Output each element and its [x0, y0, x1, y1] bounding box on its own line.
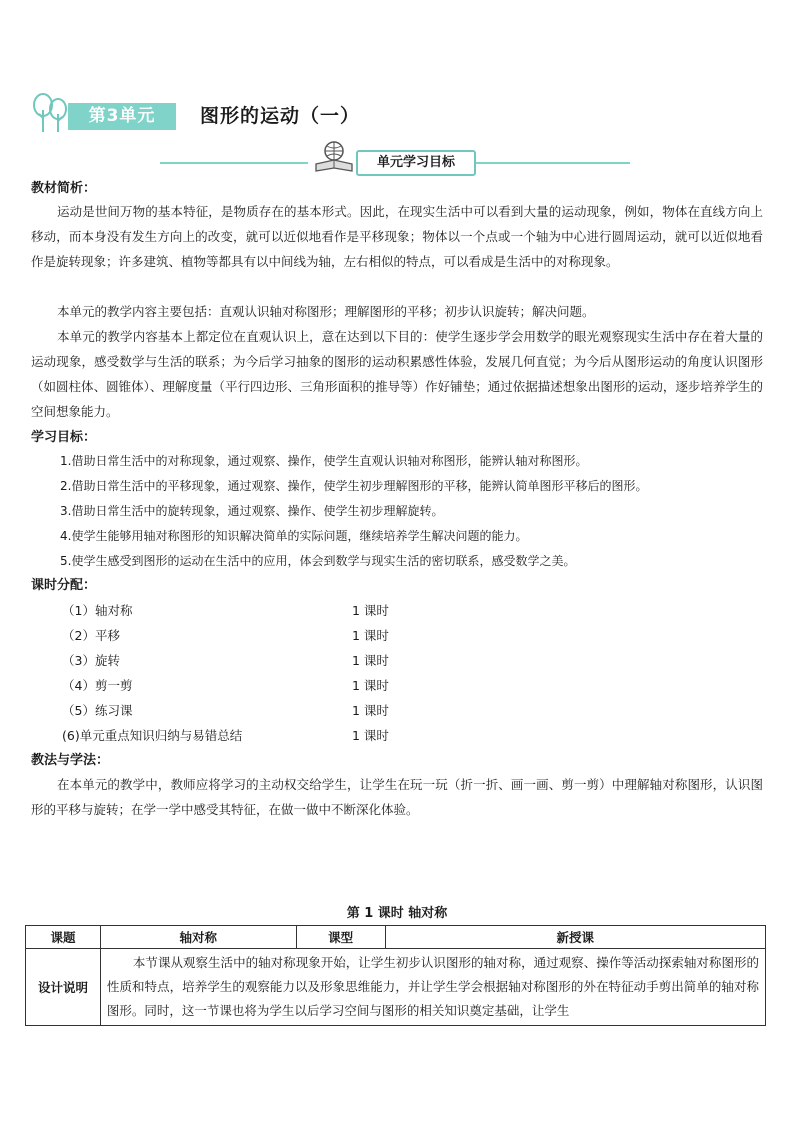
goal-item: 1.借助日常生活中的对称现象，通过观察、操作，使学生直观认识轴对称图形，能辨认轴对称图形。 [60, 454, 588, 468]
divider-left [160, 162, 308, 164]
design-description [100, 949, 765, 1026]
methods-paragraph: 在本单元的教学中，教师应将学习的主动权交给学生，让学生在玩一玩（折一折、画一画、剪一剪）中理解轴对称图形，认识图形的平移与旋转；在学一学中感受其特征，在做一做中不断深化体验。 [31, 777, 763, 817]
type-value: 新授课 [385, 926, 765, 949]
divider-right [470, 162, 630, 164]
design-text: 本节课从观察生活中的轴对称现象开始，让学生初步认识图形的轴对称，通过观察、操作等活动探索轴对称图形的性质和特点，培养学生的观察能力以及形象思维能力，并让学生学会根据轴对称图形的外在特征动手剪出简单的轴对称图形。同时，这一节课也将为学生以后学习空间与图形的相关知识奠定基础，让学生 [106, 955, 759, 1018]
schedule-heading: 课时分配： [31, 578, 97, 593]
schedule-lesson-name: （3）旋转 [62, 653, 120, 668]
schedule-lesson-name: （2）平移 [62, 628, 120, 643]
schedule-lesson-name: (6)单元重点知识归纳与易错总结 [62, 728, 243, 743]
book-globe-icon [312, 140, 356, 174]
schedule-lesson-hours: 1 课时 [352, 628, 389, 643]
unit-badge: 第3单元 [68, 103, 176, 130]
lesson-caption: 第 1 课时 轴对称 [346, 906, 448, 921]
schedule-lesson-name: （4）剪一剪 [62, 678, 133, 693]
analysis-heading: 教材简析： [31, 181, 97, 196]
goal-item: 3.借助日常生活中的旋转现象，通过观察、操作、使学生初步理解旋转。 [60, 504, 444, 518]
schedule-lesson-hours: 1 课时 [352, 653, 389, 668]
tree-icon [30, 92, 70, 134]
topic-value: 轴对称 [100, 926, 296, 949]
design-label: 设计说明 [26, 949, 101, 1026]
schedule-lesson-hours: 1 课时 [352, 678, 389, 693]
unit-title: 图形的运动（一） [200, 105, 361, 127]
analysis-paragraph-2: 本单元的教学内容主要包括：直观认识轴对称图形；理解图形的平移；初步认识旋转；解决问题。 [57, 304, 595, 319]
lesson-table [25, 925, 766, 1026]
objectives-banner: 单元学习目标 [356, 150, 476, 176]
schedule-lesson-name: （1）轴对称 [62, 603, 133, 618]
analysis-paragraph-1: 运动是世间万物的基本特征，是物质存在的基本形式。因此，在现实生活中可以看到大量的运动现象，例如，物体在直线方向上移动，而本身没有发生方向上的改变，就可以近似地看作是平移现象；物体以一个点或一个轴为中心进行圆周运动，就可以近似地看作是旋转现象；许多建筑、植物等都具有以中间线为轴，左右相似的特点，可以看成是生活中的对称现象。 [31, 204, 763, 269]
type-label: 课型 [296, 926, 385, 949]
goal-item: 5.使学生感受到图形的运动在生活中的应用，体会到数学与现实生活的密切联系，感受数学之美。 [60, 554, 576, 568]
schedule-lesson-hours: 1 课时 [352, 703, 389, 718]
analysis-paragraph-3: 本单元的教学内容基本上都定位在直观认识上，意在达到以下目的：使学生逐步学会用数学的眼光观察现实生活中存在着大量的运动现象，感受数学与生活的联系；为今后学习抽象的图形的运动积累感性体验，发展几何直觉；为今后从图形运动的角度认识图形（如圆柱体、圆锥体）、理解度量（平行四边形、三角形面积的推导等）作好铺垫；通过依据描述想象出图形的运动，逐步培养学生的空间想象能力。 [31, 329, 763, 419]
methods-heading: 教法与学法： [31, 753, 110, 768]
schedule-lesson-name: （5）练习课 [62, 703, 133, 718]
goal-item: 2.借助日常生活中的平移现象，通过观察、操作，使学生初步理解图形的平移，能辨认简单图形平移后的图形。 [60, 479, 648, 493]
schedule-lesson-hours: 1 课时 [352, 603, 389, 618]
goal-item: 4.使学生能够用轴对称图形的知识解决简单的实际问题，继续培养学生解决问题的能力。 [60, 529, 528, 543]
topic-label: 课题 [26, 926, 101, 949]
goals-heading: 学习目标： [31, 430, 97, 445]
schedule-lesson-hours: 1 课时 [352, 728, 389, 743]
